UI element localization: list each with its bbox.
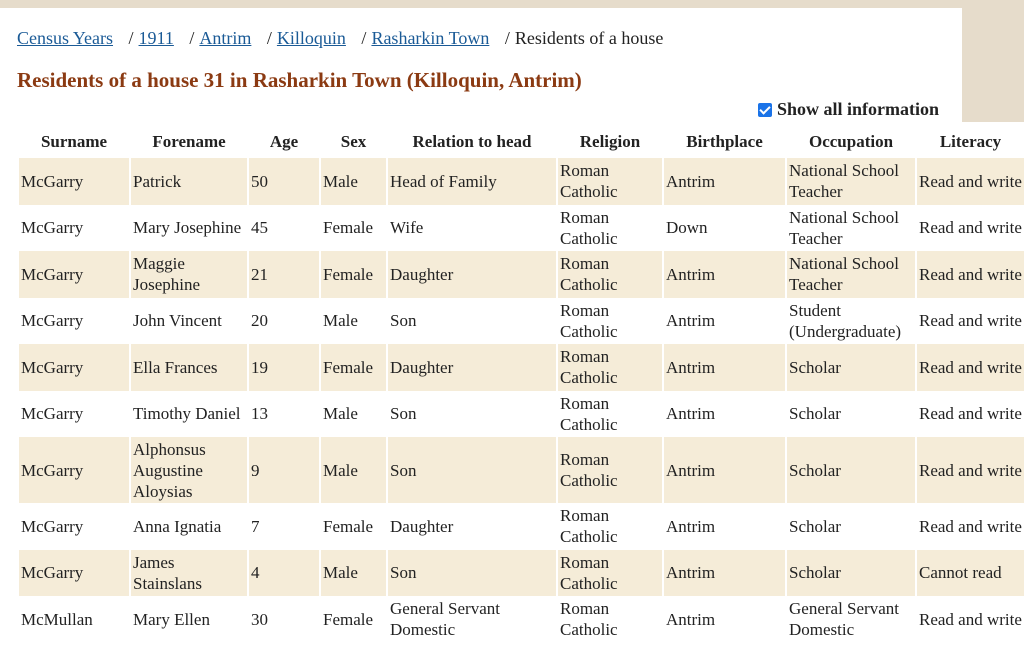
breadcrumb-separator: / xyxy=(189,28,195,48)
cell-sex: Male xyxy=(321,158,386,205)
cell-relation: Son xyxy=(388,298,556,345)
cell-sex: Male xyxy=(321,550,386,597)
cell-relation: Son xyxy=(388,437,556,503)
cell-literacy: Read and write xyxy=(917,503,1024,550)
cell-literacy: Read and write xyxy=(917,298,1024,345)
breadcrumb-census-years[interactable]: Census Years xyxy=(17,28,114,48)
table-row xyxy=(19,391,1024,438)
cell-occupation: Scholar xyxy=(787,344,915,391)
table-row xyxy=(19,158,1024,205)
cell-surname: McGarry xyxy=(19,503,129,550)
table-row xyxy=(19,298,1024,345)
cell-religion: Roman Catholic xyxy=(558,298,662,345)
cell-forename: Patrick xyxy=(131,158,247,205)
page-title: Residents of a house 31 in Rasharkin Town (Killoquin, Antrim) xyxy=(17,68,582,92)
cell-age: 50 xyxy=(249,158,319,205)
cell-religion: Roman Catholic xyxy=(558,550,662,597)
cell-relation: Daughter xyxy=(388,344,556,391)
cell-age: 20 xyxy=(249,298,319,345)
column-header-surname: Surname xyxy=(40,131,108,151)
cell-literacy: Read and write xyxy=(917,205,1024,252)
breadcrumb-1911[interactable]: 1911 xyxy=(138,28,174,48)
column-header-occupation: Occupation xyxy=(808,131,894,151)
cell-forename: Mary Josephine xyxy=(131,205,247,252)
cell-forename: Anna Ignatia xyxy=(131,503,247,550)
cell-occupation: Scholar xyxy=(787,503,915,550)
breadcrumb-rasharkin-town[interactable]: Rasharkin Town xyxy=(371,28,490,48)
table-header-row xyxy=(19,124,1024,158)
cell-age: 4 xyxy=(249,550,319,597)
cell-surname: McGarry xyxy=(19,205,129,252)
cell-relation: Son xyxy=(388,391,556,438)
cell-surname: McGarry xyxy=(19,298,129,345)
column-header-sex: Sex xyxy=(340,131,367,151)
cell-age: 21 xyxy=(249,251,319,298)
cell-relation: Head of Family xyxy=(388,158,556,205)
cell-birthplace: Antrim xyxy=(664,344,785,391)
cell-age: 30 xyxy=(249,596,319,643)
breadcrumb-separator: / xyxy=(128,28,134,48)
column-header-relation: Relation to head xyxy=(412,131,532,151)
cell-religion: Roman Catholic xyxy=(558,391,662,438)
cell-forename: Alphonsus Augustine Aloysias xyxy=(131,437,247,503)
table-row xyxy=(19,344,1024,391)
cell-sex: Female xyxy=(321,251,386,298)
cell-surname: McGarry xyxy=(19,391,129,438)
cell-birthplace: Antrim xyxy=(664,437,785,503)
show-all-label: Show all information xyxy=(777,99,940,119)
breadcrumb-separator: / xyxy=(361,28,367,48)
cell-birthplace: Down xyxy=(664,205,785,252)
cell-literacy: Read and write xyxy=(917,391,1024,438)
cell-sex: Male xyxy=(321,391,386,438)
cell-literacy: Read and write xyxy=(917,437,1024,503)
breadcrumb xyxy=(17,28,663,49)
cell-sex: Female xyxy=(321,503,386,550)
cell-surname: McGarry xyxy=(19,158,129,205)
cell-religion: Roman Catholic xyxy=(558,437,662,503)
cell-forename: Ella Frances xyxy=(131,344,247,391)
cell-birthplace: Antrim xyxy=(664,550,785,597)
cell-birthplace: Antrim xyxy=(664,298,785,345)
cell-occupation: Scholar xyxy=(787,437,915,503)
cell-religion: Roman Catholic xyxy=(558,596,662,643)
cell-surname: McMullan xyxy=(19,596,129,643)
cell-birthplace: Antrim xyxy=(664,251,785,298)
cell-sex: Female xyxy=(321,205,386,252)
column-header-literacy: Literacy xyxy=(939,131,1002,151)
cell-religion: Roman Catholic xyxy=(558,251,662,298)
cell-occupation: National School Teacher xyxy=(787,205,915,252)
cell-birthplace: Antrim xyxy=(664,596,785,643)
table-row xyxy=(19,550,1024,597)
cell-religion: Roman Catholic xyxy=(558,158,662,205)
cell-literacy: Read and write xyxy=(917,158,1024,205)
cell-religion: Roman Catholic xyxy=(558,344,662,391)
cell-occupation: Scholar xyxy=(787,391,915,438)
show-all-checkbox[interactable] xyxy=(758,103,772,117)
cell-literacy: Cannot read xyxy=(917,550,1024,597)
cell-age: 45 xyxy=(249,205,319,252)
cell-birthplace: Antrim xyxy=(664,503,785,550)
breadcrumb-current: Residents of a house xyxy=(514,28,664,48)
show-all-toggle[interactable] xyxy=(758,99,939,120)
cell-relation: Wife xyxy=(388,205,556,252)
cell-sex: Female xyxy=(321,344,386,391)
cell-occupation: National School Teacher xyxy=(787,158,915,205)
cell-relation: Daughter xyxy=(388,251,556,298)
table-row xyxy=(19,205,1024,252)
breadcrumb-separator: / xyxy=(504,28,510,48)
cell-forename: Maggie Josephine xyxy=(131,251,247,298)
residents-table xyxy=(17,124,1024,643)
cell-relation: General Servant Domestic xyxy=(388,596,556,643)
breadcrumb-separator: / xyxy=(266,28,272,48)
column-header-forename: Forename xyxy=(152,131,226,151)
cell-occupation: Scholar xyxy=(787,550,915,597)
cell-literacy: Read and write xyxy=(917,596,1024,643)
cell-forename: Mary Ellen xyxy=(131,596,247,643)
table-row xyxy=(19,251,1024,298)
cell-surname: McGarry xyxy=(19,550,129,597)
cell-age: 7 xyxy=(249,503,319,550)
cell-forename: Timothy Daniel xyxy=(131,391,247,438)
cell-forename: John Vincent xyxy=(131,298,247,345)
cell-literacy: Read and write xyxy=(917,344,1024,391)
cell-sex: Male xyxy=(321,298,386,345)
cell-surname: McGarry xyxy=(19,344,129,391)
table-row xyxy=(19,503,1024,550)
cell-sex: Male xyxy=(321,437,386,503)
column-header-age: Age xyxy=(269,131,299,151)
breadcrumb-killoquin[interactable]: Killoquin xyxy=(276,28,346,48)
cell-surname: McGarry xyxy=(19,251,129,298)
cell-birthplace: Antrim xyxy=(664,158,785,205)
cell-religion: Roman Catholic xyxy=(558,205,662,252)
cell-relation: Daughter xyxy=(388,503,556,550)
cell-occupation: Student (Undergraduate) xyxy=(787,298,915,345)
table-row xyxy=(19,596,1024,643)
cell-age: 9 xyxy=(249,437,319,503)
column-header-birthplace: Birthplace xyxy=(686,131,763,151)
cell-relation: Son xyxy=(388,550,556,597)
cell-birthplace: Antrim xyxy=(664,391,785,438)
cell-occupation: General Servant Domestic xyxy=(787,596,915,643)
cell-occupation: National School Teacher xyxy=(787,251,915,298)
cell-literacy: Read and write xyxy=(917,251,1024,298)
cell-sex: Female xyxy=(321,596,386,643)
breadcrumb-antrim[interactable]: Antrim xyxy=(199,28,252,48)
cell-surname: McGarry xyxy=(19,437,129,503)
cell-age: 13 xyxy=(249,391,319,438)
table-row xyxy=(19,437,1024,503)
cell-religion: Roman Catholic xyxy=(558,503,662,550)
cell-age: 19 xyxy=(249,344,319,391)
cell-forename: James Stainslans xyxy=(131,550,247,597)
column-header-religion: Religion xyxy=(579,131,641,151)
